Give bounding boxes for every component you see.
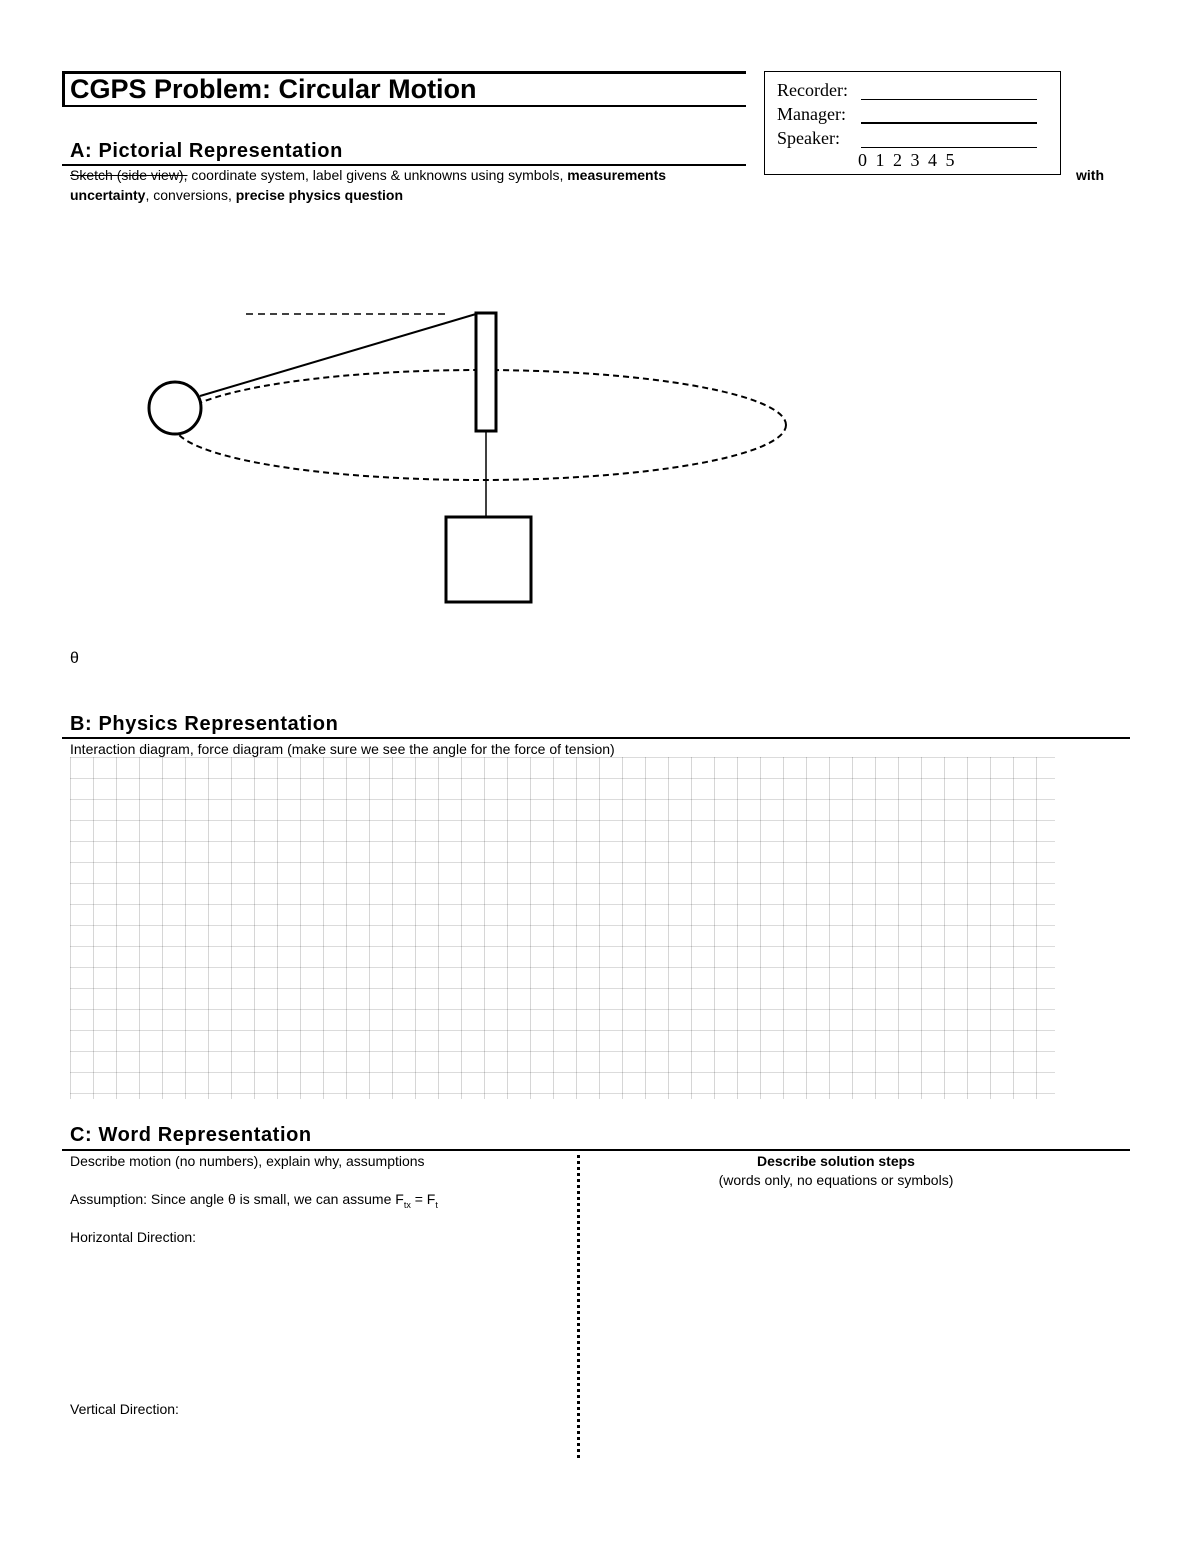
section-b-heading: B: Physics Representation (70, 713, 339, 735)
section-b-rule (62, 737, 1130, 739)
role-speaker-label: Speaker: (777, 128, 840, 148)
string-line (200, 314, 476, 396)
column-divider (577, 1155, 580, 1458)
role-recorder-label: Recorder: (777, 80, 848, 100)
assumption-sub-tx: tx (403, 1199, 411, 1210)
vertical-direction-label: Vertical Direction: (70, 1401, 179, 1417)
solution-steps-subheading: (words only, no equations or symbols) (718, 1172, 954, 1188)
theta-label: θ (70, 650, 79, 667)
horizontal-direction-label: Horizontal Direction: (70, 1229, 197, 1245)
instr-text-1: coordinate system, label givens & unknowns using symbols, (187, 167, 568, 183)
assumption-text: Assumption: Since angle θ is small, we can assume F (70, 1191, 404, 1207)
instr-precise-question: precise physics question (235, 187, 404, 203)
section-b-instructions: Interaction diagram, force diagram (make sure we see the angle for the force of tension) (70, 741, 615, 757)
tube-rect (476, 313, 496, 431)
score-scale: 0 1 2 3 4 5 (858, 150, 957, 170)
assumption-eq: = F (410, 1191, 436, 1207)
section-a-heading: A: Pictorial Representation (70, 140, 343, 162)
drawing-grid[interactable] (70, 757, 1055, 1099)
solution-steps-heading: Describe solution steps (757, 1153, 915, 1169)
circular-motion-sketch (0, 0, 1200, 640)
section-c-left-instructions: Describe motion (no numbers), explain why, assumptions (70, 1153, 425, 1169)
instr-uncertainty: uncertainty (70, 187, 146, 203)
instr-text-2: , conversions, (145, 187, 236, 203)
assumption-line (70, 1191, 438, 1210)
assumption-sub-t: t (435, 1199, 438, 1210)
ball-circle (149, 382, 201, 434)
instr-struck-text: Sketch (side view), (70, 167, 188, 183)
page-title: CGPS Problem: Circular Motion (70, 74, 477, 104)
section-c-heading: C: Word Representation (70, 1124, 312, 1146)
instr-with: with (1076, 167, 1104, 183)
hanging-mass (446, 517, 531, 602)
role-manager-label: Manager: (777, 104, 846, 124)
instr-measurements: measurements (567, 167, 667, 183)
section-c-rule (62, 1149, 1130, 1151)
